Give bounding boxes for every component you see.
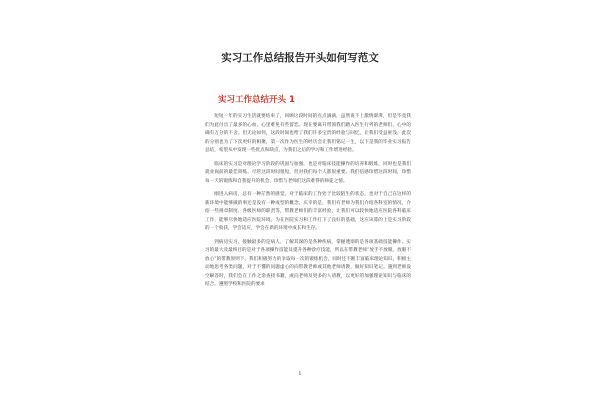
paragraph: 临床的实习是对理论学习阶段的巩固与加强，也是对临床技能操作的培养和锻炼，同时也是我们就业岗前的最佳训练。尽管这段时间很短，但对我们每个人都很重要。我们倍感珍惜这段时间，珍惜每一天的锻炼和自我提升的机会，珍惜与老师们这段难得的师徒之情。 bbox=[205, 161, 411, 184]
section-heading: 实习工作总结开头 1 bbox=[218, 95, 295, 105]
document-title: 实习工作总结报告开头如何写范文 bbox=[221, 52, 379, 64]
paragraph: 短短一年的实习生活就要结束了，回顾这段时间的点点滴滴，虽然说不上激情澎湃，但是毕竟我们为此付出了最多的心血，心里难免有些留恋。现在要离开带领我们踏入医生行列的老师们，心中的确有万分的不舍。但无论如何，这段时间也给了我们许多宝贵的经验与回忆，让我们受益匪浅。此次的分别也为了下次更好的相聚，第一次作为医生的经历会让我们铭记一生，以下是我的毕业实习报告总结，希望从中发现一些优点和缺点，为我们之后的学习和工作增进经验。 bbox=[205, 114, 411, 154]
paragraph: 刚进入病房，总有一种茫然的感觉，对于临床的工作处于比较陌生的状态，也对于自己在这样的新环境中能够做的事还是没有一种成型的概念。庆幸的是，我们有老师为我们介绍各科室的情况，介绍一些规章制度、各级医师的职责等，带教老师们的丰富经验，让我们可以较快地适应医院各科临床工作，能够尽快地适应医院环境，为在医院实习和工作打下了良好的基础，这应该算的上是实习阶段的一个收获，学会适应，学会在新的环境中成长和生存。 bbox=[205, 191, 411, 232]
page-number: 1 bbox=[298, 371, 302, 377]
paragraph: 到病房实习，接触最多的是病人，了解其深的是各种疾病，掌握透彻的是各项基础技能操作。实习的最大及最终目的是对于各项操作技能及提升各种诊疗技能，所以在带教老师“放手不放眼，放眼不放心”的带教原则下，我们积极努力的争取每一次的锻炼机会，同时还不断丰富临床理论知识，积极主动地思考各类问题，对于不懂的问题虚心的向带教老师或其他老师请教，做好知识笔记。遇到老师没空解答时，我们会在工作之余查找书籍，或向老师及更多的人请教，以更好的加强理论知识与临床的结合。遵照学校和医院的要求 bbox=[205, 239, 411, 288]
body-text bbox=[205, 113, 411, 295]
